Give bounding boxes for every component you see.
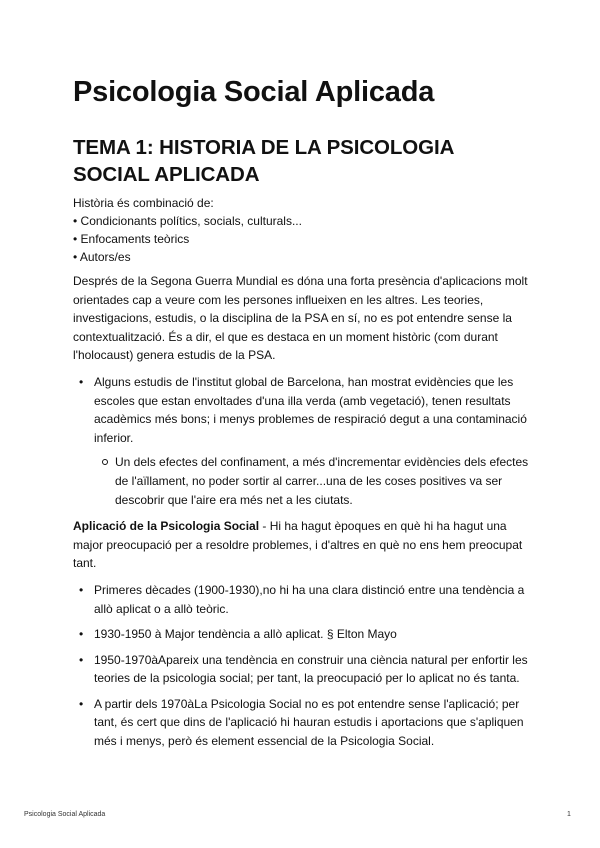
list-item: • A partir dels 1970àLa Psicologia Social no es pot entendre sense l'aplicació; per tant, és cert que dins de l'aplicació hi hauran estudis i aportacions que s'apliquen més i menys, però és element essencial de la Psicologia Social. bbox=[73, 695, 529, 751]
intro-item: • Enfocaments teòrics bbox=[73, 232, 190, 246]
aplicacio-paragraph bbox=[73, 517, 529, 573]
list-item bbox=[73, 373, 529, 509]
aplicacio-text: - Hi ha hagut èpoques en què hi ha hagut una major preocupació per a resoldre problemes, i d'altres en què no ens hem preocupat tant. bbox=[73, 519, 523, 571]
intro-line: Història és combinació de: bbox=[73, 196, 214, 210]
sub-bullet-list bbox=[94, 453, 529, 509]
intro-item: • Autors/es bbox=[73, 250, 131, 264]
list-item: • Primeres dècades (1900-1930),no hi ha una clara distinció entre una tendència a allò aplicat o a allò teòric. bbox=[73, 581, 529, 618]
aplicacio-heading: Aplicació de la Psicologia Social bbox=[73, 519, 260, 534]
bullet-list bbox=[73, 373, 529, 509]
footer-title: Psicologia Social Aplicada bbox=[24, 811, 106, 818]
section-heading: TEMA 1: HISTORIA DE LA PSICOLOGIA SOCIAL APLICADA bbox=[73, 136, 454, 186]
intro-block bbox=[73, 194, 529, 266]
list-item-text: Alguns estudis de l'institut global de Barcelona, han mostrat evidències que les escoles que estan envoltades d'una illa verda (amb vegetació), tenen resultats acadèmics més bons; i menys problemes de respiració degut a una contaminació inferior. bbox=[94, 374, 527, 445]
intro-item: • Condicionants polítics, socials, culturals... bbox=[73, 214, 302, 228]
bullet-list bbox=[73, 581, 529, 751]
paragraph: Després de la Segona Guerra Mundial es dóna una forta presència d'aplicacions molt orientades cap a veure com les persones influeixen en les altres. Les teories, investigacions, estudis, o la disciplina de la PSA en sí, no es pot entendre sense la contextualització. És a dir, el que es destaca en un moment històric (com durant l'holocaust) genera estudis de la PSA. bbox=[73, 274, 528, 363]
sub-list-item: Un dels efectes del confinament, a més d'incrementar evidències dels efectes de l'aïllament, no poder sortir al carrer...una de les coses positives va ser descobrir que l'aire era més net a les ciutats. bbox=[94, 453, 529, 509]
page-number: 1 bbox=[567, 811, 571, 818]
document-body bbox=[73, 194, 529, 751]
list-item: • 1950-1970àApareix una tendència en construir una ciència natural per enfortir les teories de la psicologia social; per tant, la preocupació per lo aplicat no és tanta. bbox=[73, 651, 529, 688]
list-item: • 1930-1950 à Major tendència a allò aplicat. § Elton Mayo bbox=[73, 625, 529, 644]
document-title: Psicologia Social Aplicada bbox=[73, 76, 435, 108]
